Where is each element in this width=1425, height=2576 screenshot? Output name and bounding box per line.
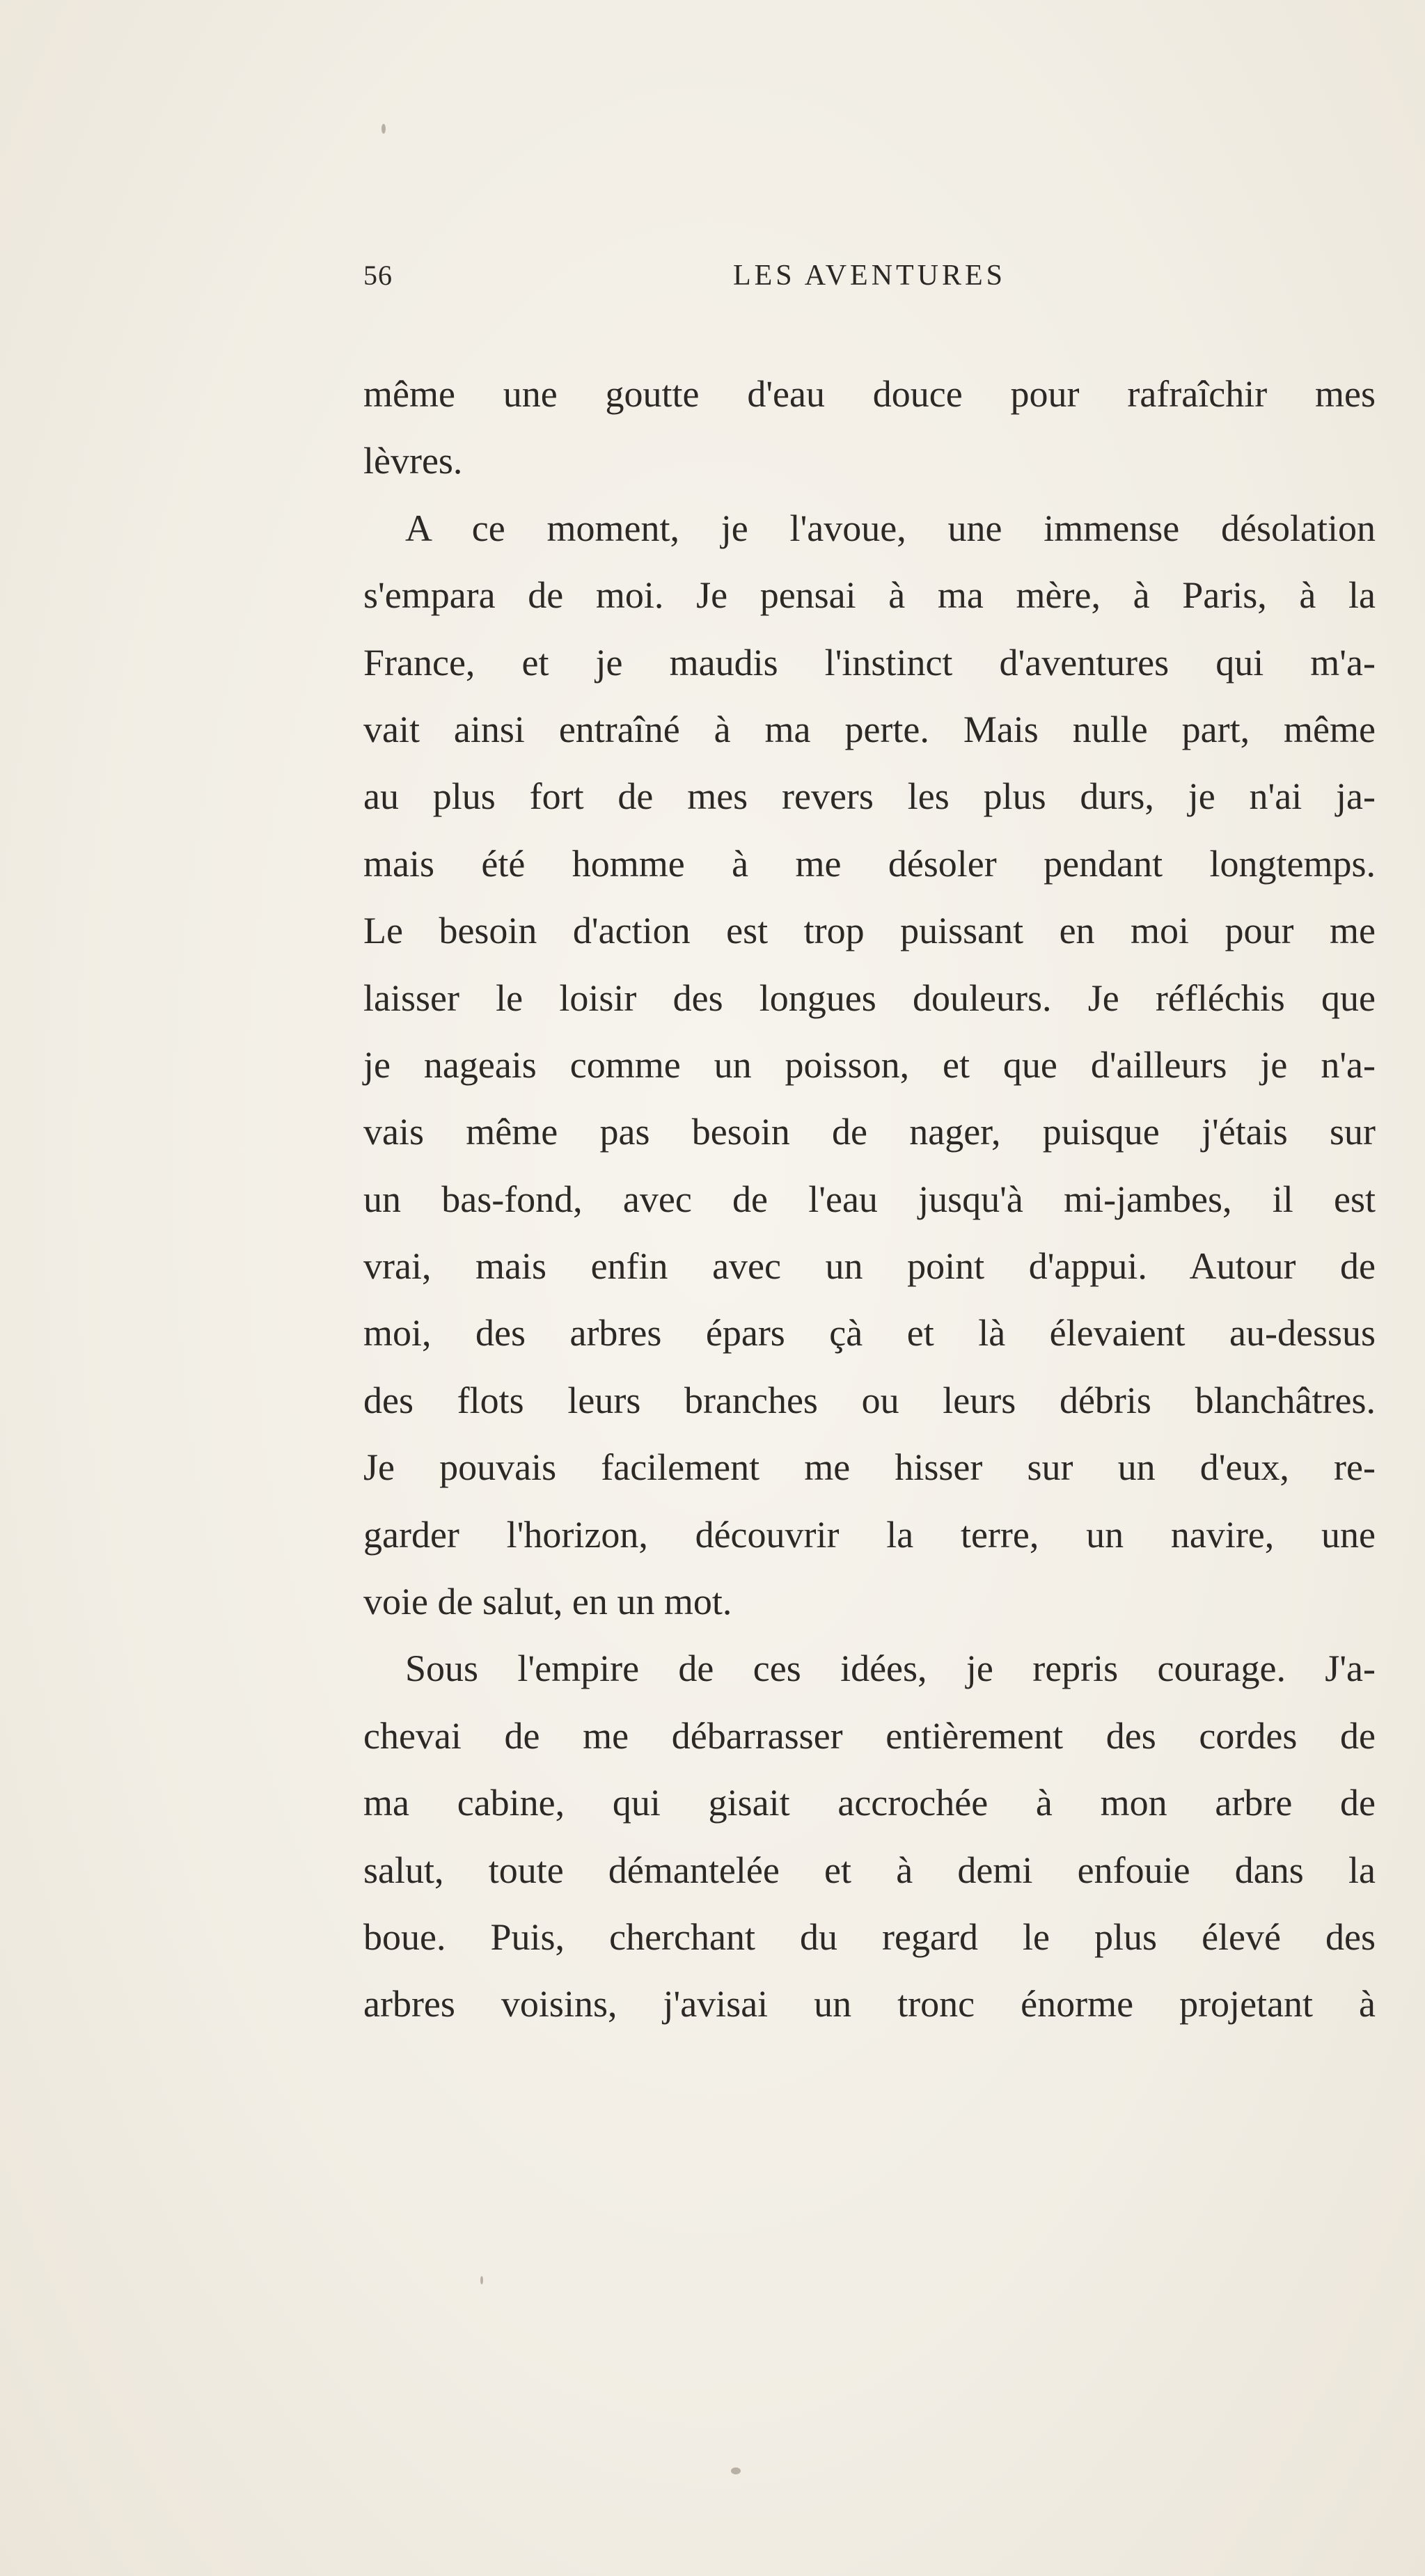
- text-line: vais même pas besoin de nager, puisque j'étais sur: [363, 1111, 1376, 1153]
- text-line: je nageais comme un poisson, et que d'ailleurs je n'a-: [363, 1043, 1376, 1086]
- text-line: Sous l'empire de ces idées, je repris courage. J'a-: [405, 1647, 1376, 1690]
- text-line: laisser le loisir des longues douleurs. Je réfléchis que: [363, 977, 1376, 1019]
- paper-speck: [480, 2276, 483, 2284]
- text-line: arbres voisins, j'avisai un tronc énorme projetant à: [363, 1983, 1376, 2025]
- text-line: même une goutte d'eau douce pour rafraîchir mes: [363, 373, 1376, 415]
- text-line: des flots leurs branches ou leurs débris blanchâtres.: [363, 1379, 1376, 1421]
- text-line: garder l'horizon, découvrir la terre, un navire, une: [363, 1513, 1376, 1556]
- text-line: Je pouvais facilement me hisser sur un d'eux, re-: [363, 1446, 1376, 1489]
- text-line: lèvres.: [363, 440, 463, 482]
- text-line: salut, toute démantelée et à demi enfouie dans la: [363, 1849, 1376, 1891]
- page-number: 56: [363, 260, 393, 291]
- text-line: voie de salut, en un mot.: [363, 1581, 732, 1623]
- text-line: mais été homme à me désoler pendant longtemps.: [363, 842, 1376, 885]
- paper-speck: [381, 124, 386, 134]
- text-line: vrai, mais enfin avec un point d'appui. Autour de: [363, 1245, 1376, 1288]
- text-line: ma cabine, qui gisait accrochée à mon arbre de: [363, 1782, 1376, 1824]
- text-line: au plus fort de mes revers les plus durs, je n'ai ja-: [363, 775, 1376, 818]
- text-line: Le besoin d'action est trop puissant en moi pour me: [363, 910, 1376, 952]
- text-line: boue. Puis, cherchant du regard le plus élevé des: [363, 1915, 1376, 1958]
- text-line: un bas-fond, avec de l'eau jusqu'à mi-jambes, il est: [363, 1178, 1376, 1220]
- text-line: moi, des arbres épars çà et là élevaient au-dessus: [363, 1312, 1376, 1354]
- running-head: [363, 259, 1376, 301]
- text-line: vait ainsi entraîné à ma perte. Mais nulle part, même: [363, 708, 1376, 750]
- body-text: [363, 361, 1376, 2038]
- running-title: LES AVENTURES: [732, 260, 1007, 292]
- paper-speck: [731, 2467, 741, 2474]
- text-line: France, et je maudis l'instinct d'aventures qui m'a-: [363, 641, 1376, 683]
- text-line: chevai de me débarrasser entièrement des cordes de: [363, 1714, 1376, 1757]
- text-line: A ce moment, je l'avoue, une immense désolation: [405, 507, 1376, 549]
- text-line: s'empara de moi. Je pensai à ma mère, à Paris, à la: [363, 574, 1376, 617]
